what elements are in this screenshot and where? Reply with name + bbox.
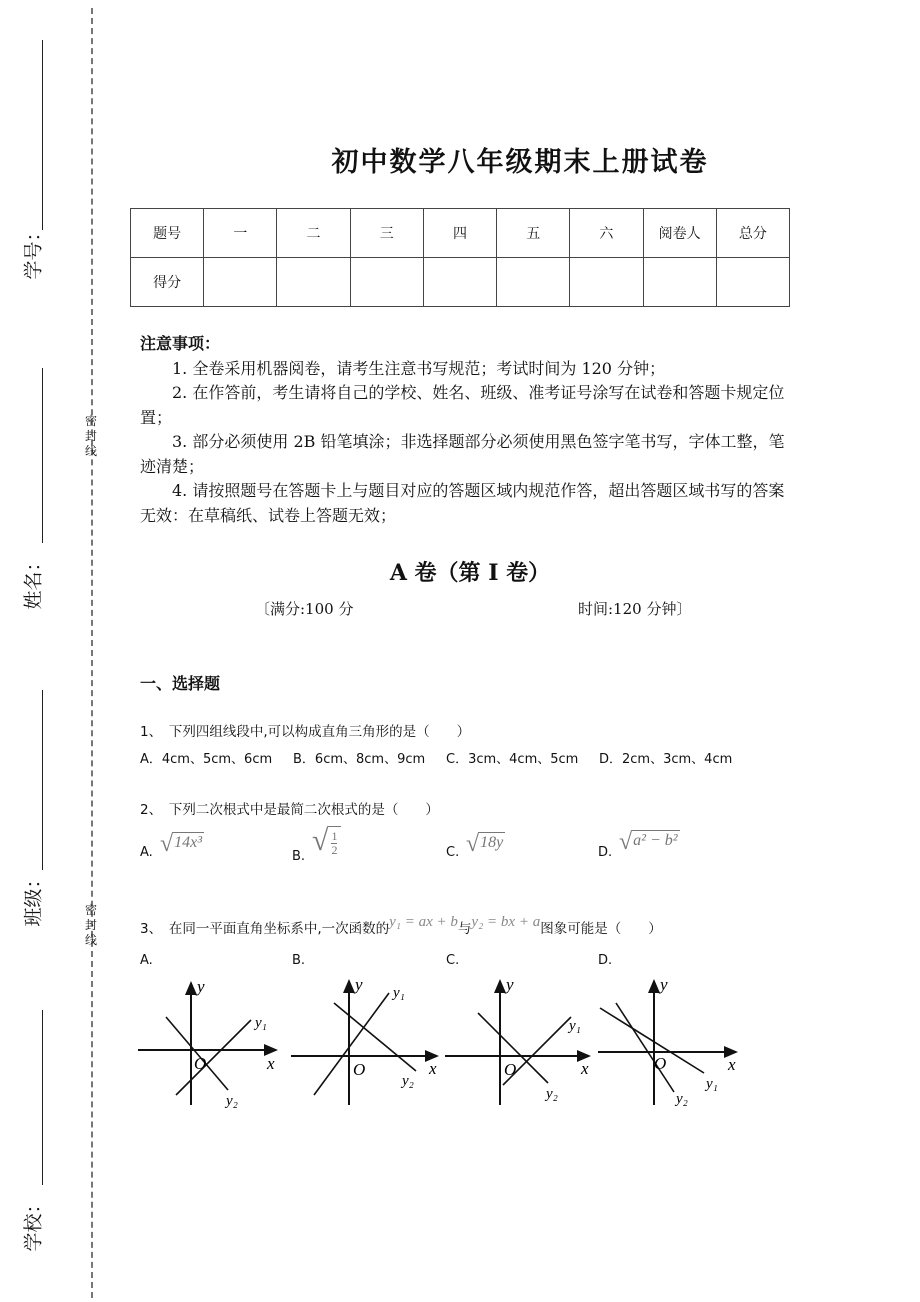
sqrt-icon: √ bbox=[312, 824, 329, 857]
binding-dashed-line bbox=[91, 8, 93, 1298]
score-header-cell: 三 bbox=[350, 209, 423, 258]
class-label: 班级： bbox=[22, 869, 45, 927]
score-row-label: 得分 bbox=[131, 258, 204, 307]
time-text: 时间:120 分钟〕 bbox=[578, 600, 692, 618]
notice-item: 1. 全卷采用机器阅卷，请考生注意书写规范；考试时间为 120 分钟； bbox=[172, 358, 666, 378]
question-3-option-c-letter: C. bbox=[446, 953, 460, 968]
line-y2-label: y₂ bbox=[546, 1086, 558, 1102]
question-2-option-c-radical bbox=[466, 832, 505, 856]
question-2-option-a-radical bbox=[160, 832, 204, 856]
score-cell bbox=[350, 258, 423, 307]
section-title: A 卷（第 I 卷） bbox=[389, 560, 551, 586]
fraction bbox=[329, 830, 339, 857]
score-header-cell: 一 bbox=[204, 209, 277, 258]
line-y1 bbox=[314, 993, 389, 1095]
question-3-text-before: 3、 在同一平面直角坐标系中,一次函数的 bbox=[140, 921, 390, 937]
x-axis-label: x bbox=[429, 1059, 437, 1078]
score-table-score-row bbox=[131, 258, 790, 307]
graph-option-b bbox=[289, 975, 439, 1110]
question-1-option-b: B．6cm、8cm、9cm bbox=[293, 752, 426, 767]
score-cell bbox=[570, 258, 643, 307]
fraction-numerator: 1 bbox=[331, 829, 338, 843]
radicand: 14x³ bbox=[174, 834, 203, 851]
question-2-option-b-radical bbox=[312, 826, 341, 857]
score-cell bbox=[204, 258, 277, 307]
y-axis-label: y bbox=[506, 975, 514, 994]
question-2-option-d-letter: D. bbox=[598, 845, 613, 860]
notice-heading: 注意事项： bbox=[140, 334, 221, 353]
radicand: a² − b² bbox=[633, 832, 678, 849]
name-label: 姓名： bbox=[22, 552, 45, 610]
score-header-cell: 二 bbox=[277, 209, 350, 258]
question-2-option-b-letter: B. bbox=[292, 849, 306, 864]
y-axis-label: y bbox=[355, 975, 363, 994]
class-underline bbox=[42, 690, 43, 870]
question-2-text: 2、 下列二次根式中是最简二次根式的是（ ） bbox=[140, 802, 439, 818]
question-3-formula-1: y₁ = ax + b bbox=[389, 914, 458, 930]
radicand-fraction bbox=[328, 826, 341, 857]
question-3-line bbox=[140, 914, 662, 938]
origin-label: O bbox=[504, 1060, 517, 1079]
sqrt-icon: √ bbox=[160, 831, 174, 857]
x-axis-label: x bbox=[728, 1055, 736, 1074]
origin-label: O bbox=[353, 1060, 366, 1079]
question-3-text-after: 图象可能是（ ） bbox=[540, 921, 662, 937]
notice-item: 2. 在作答前，考生请将自己的学校、姓名、班级、准考证号涂写在试卷和答题卡规定位置； bbox=[140, 383, 785, 427]
question-3-connector: 与 bbox=[457, 921, 472, 937]
y-axis-label: y bbox=[197, 977, 205, 996]
graph-option-a bbox=[136, 975, 286, 1110]
school-underline bbox=[42, 1010, 43, 1185]
sqrt-icon: √ bbox=[619, 829, 633, 855]
line-y1-label: y₁ bbox=[255, 1015, 267, 1031]
y-axis-label: y bbox=[660, 975, 668, 994]
question-2-option-c-letter: C. bbox=[446, 845, 460, 860]
seal-line-text-lower: 密封线 bbox=[84, 903, 97, 947]
fraction-denominator: 2 bbox=[331, 843, 338, 857]
question-1-option-a: A．4cm、5cm、6cm bbox=[140, 752, 273, 767]
score-header-cell: 五 bbox=[497, 209, 570, 258]
score-header-cell: 六 bbox=[570, 209, 643, 258]
score-cell bbox=[643, 258, 716, 307]
school-label: 学校： bbox=[22, 1194, 45, 1252]
graph-option-d bbox=[596, 975, 746, 1110]
x-axis-label: x bbox=[581, 1059, 589, 1078]
score-cell bbox=[716, 258, 789, 307]
line-y1-label: y₁ bbox=[569, 1018, 581, 1034]
line-y1-label: y₁ bbox=[706, 1076, 718, 1092]
notice-item: 4. 请按照题号在答题卡上与题目对应的答题区域内规范作答，超出答题区域书写的答案无效：在草稿纸、试卷上答题无效； bbox=[140, 481, 785, 525]
origin-label: O bbox=[194, 1054, 207, 1073]
question-3-option-b-letter: B. bbox=[292, 953, 306, 968]
score-header-cell: 四 bbox=[423, 209, 496, 258]
question-3-option-d-letter: D. bbox=[598, 953, 613, 968]
radicand: 18y bbox=[480, 834, 504, 851]
notice-item: 3. 部分必须使用 2B 铅笔填涂；非选择题部分必须使用黑色签字笔书写，字体工整，笔迹清楚； bbox=[140, 432, 785, 476]
line-y2-label: y₂ bbox=[676, 1091, 688, 1107]
line-y1 bbox=[600, 1008, 704, 1073]
student-id-label: 学号： bbox=[22, 222, 45, 280]
line-y1-label: y₁ bbox=[393, 985, 405, 1001]
x-axis-label: x bbox=[267, 1054, 275, 1073]
question-1-option-c: C．3cm、4cm、5cm bbox=[446, 752, 579, 767]
line-y2 bbox=[616, 1003, 674, 1092]
question-1-text: 1、 下列四组线段中,可以构成直角三角形的是（ ） bbox=[140, 724, 471, 740]
seal-line-text-upper: 密封线 bbox=[84, 414, 97, 458]
score-cell bbox=[497, 258, 570, 307]
score-header-cell: 题号 bbox=[131, 209, 204, 258]
graph-option-c bbox=[443, 975, 593, 1110]
score-cell bbox=[423, 258, 496, 307]
score-table-header-row bbox=[131, 209, 790, 258]
score-table bbox=[130, 208, 790, 307]
score-cell bbox=[277, 258, 350, 307]
part-title: 一、选择题 bbox=[140, 674, 221, 693]
line-y2-label: y₂ bbox=[226, 1093, 238, 1109]
student-id-underline bbox=[42, 40, 43, 230]
line-y2-label: y₂ bbox=[402, 1073, 414, 1089]
full-score-text: 〔满分:100 分 bbox=[255, 600, 354, 618]
line-y1 bbox=[176, 1020, 251, 1095]
question-1-option-d: D．2cm、3cm、4cm bbox=[599, 752, 733, 767]
question-2-option-d-radical bbox=[619, 830, 680, 854]
name-underline bbox=[42, 368, 43, 543]
score-header-cell: 总分 bbox=[716, 209, 789, 258]
question-3-formula-2: y₂ = bx + a bbox=[471, 914, 541, 930]
notice-block bbox=[140, 332, 790, 528]
page-title: 初中数学八年级期末上册试卷 bbox=[331, 147, 709, 178]
score-header-cell: 阅卷人 bbox=[643, 209, 716, 258]
sqrt-icon: √ bbox=[466, 831, 480, 857]
question-2-option-a-letter: A. bbox=[140, 845, 153, 860]
question-3-option-a-letter: A. bbox=[140, 953, 153, 968]
origin-label: O bbox=[654, 1054, 667, 1073]
